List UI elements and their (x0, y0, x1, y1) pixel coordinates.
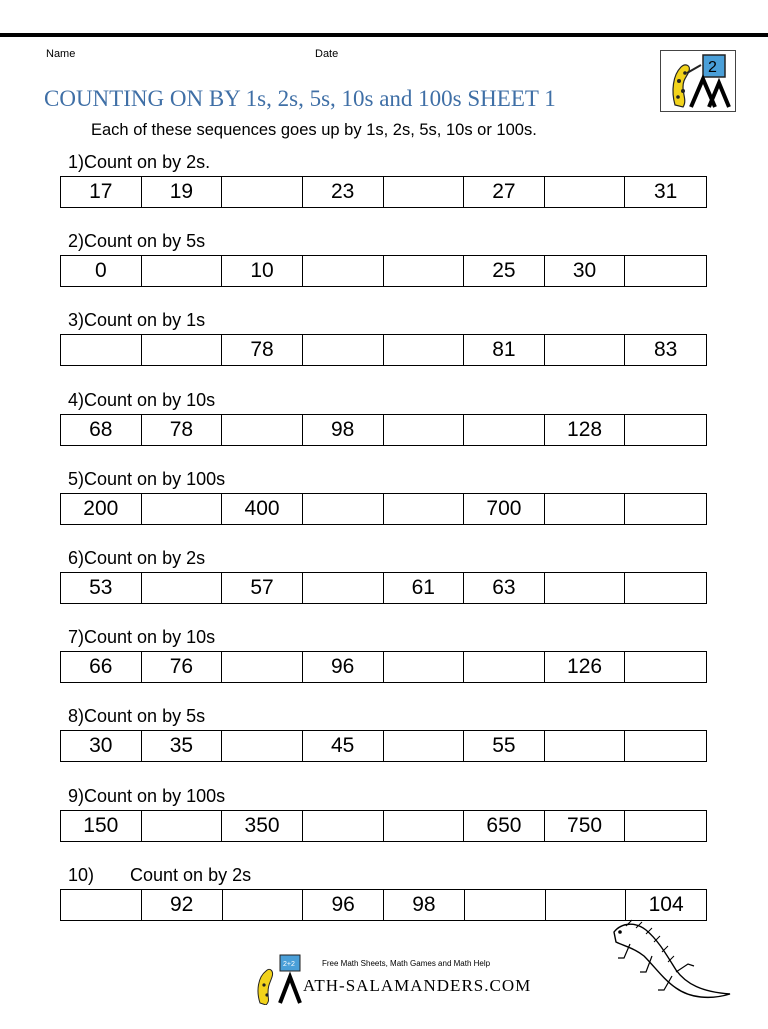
blank-answer-cell[interactable] (625, 811, 706, 841)
question-label (68, 469, 225, 490)
blank-answer-cell[interactable] (545, 335, 626, 365)
footer-salamander-icon (250, 953, 306, 1005)
blank-answer-cell[interactable] (625, 573, 706, 603)
question-number: 2) (68, 231, 85, 251)
blank-answer-cell[interactable] (545, 573, 626, 603)
sequence-cell: 68 (61, 415, 142, 445)
question-label (68, 231, 205, 252)
question-label (68, 152, 210, 173)
sequence-cell: 31 (654, 180, 678, 203)
blank-answer-cell[interactable] (384, 652, 465, 682)
question-number: 6) (68, 548, 85, 568)
blank-answer-cell[interactable] (142, 573, 223, 603)
sequence-cell: 63 (464, 573, 545, 603)
blank-answer-cell[interactable] (384, 731, 465, 761)
sequence-cell: 200 (61, 494, 142, 524)
sequence-cell: 45 (303, 731, 384, 761)
question-number: 9) (68, 786, 85, 806)
sequence-cell: 98 (384, 890, 465, 920)
question-number: 10) (68, 865, 95, 885)
sequence-cell: 92 (142, 890, 223, 920)
question-text: Count on by 10s (84, 390, 216, 410)
footer-site-link[interactable]: ATH-SALAMANDERS.COM (303, 976, 532, 995)
blank-answer-cell[interactable] (142, 335, 223, 365)
sequence-cell: 104 (626, 890, 707, 920)
blank-answer-cell[interactable] (142, 256, 223, 286)
blank-answer-cell[interactable] (464, 652, 545, 682)
sequence-cell: 19 (142, 177, 223, 207)
top-rule (0, 33, 768, 37)
sequence-row (60, 572, 707, 604)
blank-answer-cell[interactable] (625, 652, 706, 682)
question-label (68, 548, 205, 569)
blank-answer-cell[interactable] (222, 731, 303, 761)
blank-answer-cell[interactable] (303, 573, 384, 603)
sequence-cell: 96 (303, 890, 384, 920)
question-text: Count on by 10s (84, 627, 216, 647)
salamander-drawing (606, 914, 736, 1024)
sequence-row (60, 255, 707, 287)
sequence-cell: 23 (303, 177, 384, 207)
question-number: 4) (68, 390, 85, 410)
sequence-cell: 128 (545, 415, 626, 445)
sequence-cell: 96 (303, 652, 384, 682)
blank-answer-cell[interactable] (465, 890, 546, 920)
sequence-row (60, 176, 707, 208)
sequence-cell: 35 (142, 731, 223, 761)
sequence-cell: 150 (61, 811, 142, 841)
question-text: Count on by 5s (84, 231, 206, 251)
blank-answer-cell[interactable] (303, 494, 384, 524)
footer-tagline: Free Math Sheets, Math Games and Math Help (322, 959, 491, 968)
question-number: 5) (68, 469, 85, 489)
salamander-logo (660, 50, 736, 112)
sequence-cell: 53 (61, 573, 142, 603)
question-label (68, 865, 251, 886)
blank-answer-cell[interactable] (223, 890, 304, 920)
sequence-row (60, 493, 707, 525)
sequence-cell: 700 (464, 494, 545, 524)
sequence-cell: 25 (464, 256, 545, 286)
sequence-cell: 98 (303, 415, 384, 445)
sequence-cell: 350 (222, 811, 303, 841)
blank-answer-cell[interactable] (384, 415, 465, 445)
blank-answer-cell[interactable] (222, 415, 303, 445)
blank-answer-cell[interactable] (303, 811, 384, 841)
question-label (68, 786, 225, 807)
question-label (68, 627, 215, 648)
blank-answer-cell[interactable] (142, 494, 223, 524)
date-label: Date (315, 48, 339, 60)
salamander-logo-icon (661, 51, 735, 111)
sequence-row (60, 334, 707, 366)
sequence-cell: 78 (142, 415, 223, 445)
sequence-cell: 76 (142, 652, 223, 682)
blank-answer-cell[interactable] (625, 731, 706, 761)
blank-answer-cell[interactable] (625, 415, 706, 445)
sequence-cell: 17 (61, 177, 142, 207)
question-label (68, 706, 205, 727)
sequence-row (60, 651, 707, 683)
sequence-cell: 61 (384, 573, 465, 603)
sequence-cell: 66 (61, 652, 142, 682)
sequence-cell: 400 (222, 494, 303, 524)
sequence-cell: 81 (464, 335, 545, 365)
sequence-cell: 57 (222, 573, 303, 603)
blank-answer-cell[interactable] (384, 494, 465, 524)
sequence-cell: 55 (464, 731, 545, 761)
blank-answer-cell[interactable] (61, 335, 142, 365)
salamander-icon (606, 914, 736, 1024)
question-number: 7) (68, 627, 85, 647)
blank-answer-cell[interactable] (545, 731, 626, 761)
blank-answer-cell[interactable] (384, 177, 465, 207)
instructions: Each of these sequences goes up by 1s, 2s, 5s, 10s or 100s. (91, 121, 537, 139)
sequence-cell: 83 (654, 338, 678, 361)
worksheet-title: COUNTING ON BY 1s, 2s, 5s, 10s and 100s SHEET 1 (44, 86, 556, 111)
blank-answer-cell[interactable] (545, 494, 626, 524)
sequence-row (60, 810, 707, 842)
question-number: 1) (68, 152, 85, 172)
blank-answer-cell[interactable] (61, 890, 142, 920)
question-text: Count on by 2s (130, 865, 252, 885)
blank-answer-cell[interactable] (464, 415, 545, 445)
blank-answer-cell[interactable] (222, 652, 303, 682)
question-text: Count on by 2s (84, 548, 206, 568)
sequence-cell: 30 (61, 731, 142, 761)
footer-logo-text: 2+2 (283, 961, 295, 968)
blank-answer-cell[interactable] (303, 335, 384, 365)
blank-answer-cell[interactable] (142, 811, 223, 841)
blank-answer-cell[interactable] (222, 177, 303, 207)
question-text: Count on by 2s. (84, 152, 211, 172)
sequence-cell: 78 (222, 335, 303, 365)
footer-logo (250, 953, 306, 1005)
question-text: Count on by 100s (84, 786, 226, 806)
sequence-cell: 0 (61, 256, 142, 286)
question-text: Count on by 1s (84, 310, 206, 330)
sequence-cell: 650 (464, 811, 545, 841)
blank-answer-cell[interactable] (625, 494, 706, 524)
question-label (68, 310, 205, 331)
blank-answer-cell[interactable] (545, 177, 626, 207)
blank-answer-cell[interactable] (625, 256, 706, 286)
logo-digit: 2 (708, 59, 717, 76)
blank-answer-cell[interactable] (303, 256, 384, 286)
question-text: Count on by 100s (84, 469, 226, 489)
sequence-row (60, 730, 707, 762)
sequence-row (60, 414, 707, 446)
name-label: Name (46, 48, 76, 60)
blank-answer-cell[interactable] (384, 811, 465, 841)
question-number: 8) (68, 706, 85, 726)
sequence-cell: 27 (464, 177, 545, 207)
question-label (68, 390, 215, 411)
sequence-cell: 30 (545, 256, 626, 286)
question-number: 3) (68, 310, 85, 330)
question-text: Count on by 5s (84, 706, 206, 726)
blank-answer-cell[interactable] (384, 335, 465, 365)
sequence-cell: 10 (222, 256, 303, 286)
sequence-cell: 126 (545, 652, 626, 682)
blank-answer-cell[interactable] (384, 256, 465, 286)
sequence-cell: 750 (545, 811, 626, 841)
